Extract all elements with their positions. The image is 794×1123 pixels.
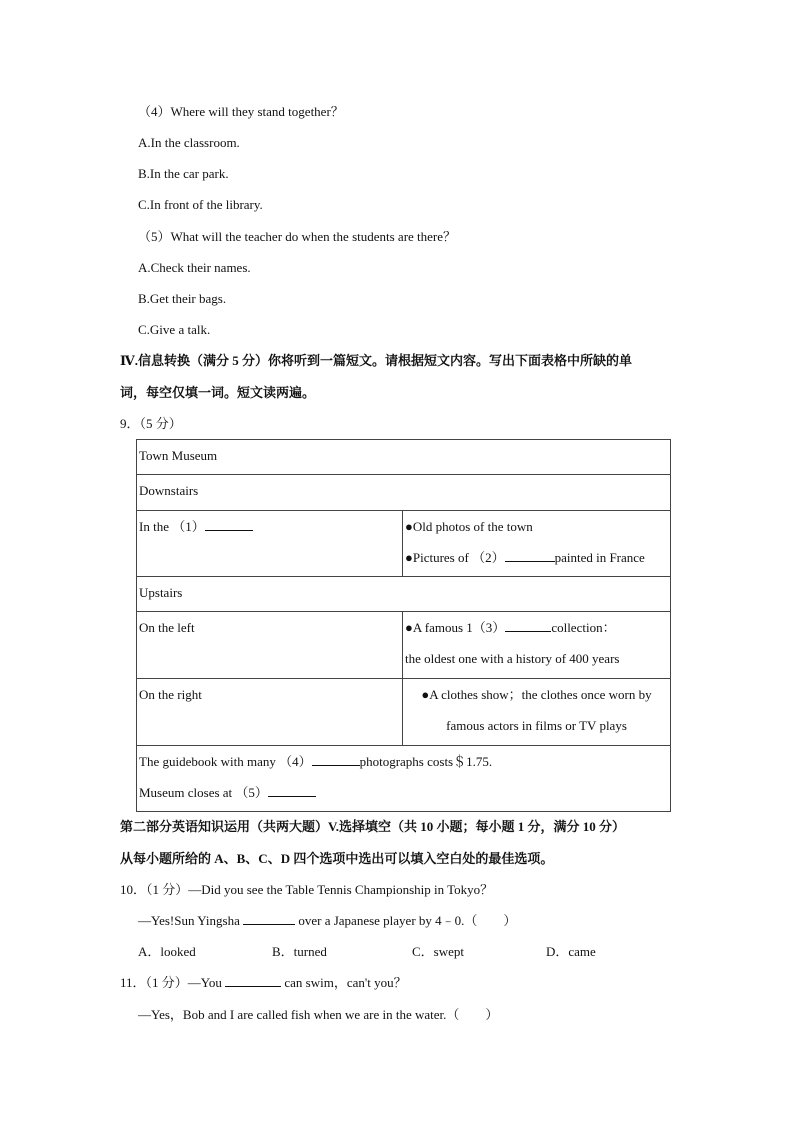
table-title-cell [137,440,671,475]
museum-info-table [136,439,671,812]
table-title: Town Museum [139,448,218,463]
q10-option-a: A．looked [138,944,196,959]
downstairs-heading: Downstairs [139,483,199,498]
q8-4-option-a: A.In the classroom. [138,135,240,150]
oldest-text: the oldest one with a history of 400 years [405,651,620,666]
q11-stem-end: can swim，can't you？ [284,975,407,990]
q8-4-option-c: C.In front of the library. [138,197,263,212]
pictures-of-label: Pictures of （2） [412,550,505,565]
blank-5[interactable] [268,784,316,797]
blank-2[interactable] [505,549,555,562]
q10-option-d: D．came [546,944,596,959]
q10-stem: 10．（1 分）—Did you see the Table Tennis Championship in Tokyo？ [120,882,494,897]
q11-stem [120,974,407,992]
closes-label: Museum closes at （5） [139,785,268,800]
q8-5-option-c: C.Give a talk. [138,322,211,337]
q10-reply [138,912,516,930]
on-left-label: On the left [139,620,195,635]
old-photos-text: Old photos of the town [412,519,533,534]
guidebook-label: The guidebook with many （4） [139,754,312,769]
section4-instruction-line2: 词，每空仅填一词。短文读两遍。 [120,385,316,400]
on-right-label: On the right [139,687,202,702]
painted-text: painted in France [554,550,645,565]
part2-heading-line1: 第二部分英语知识运用（共两大题）V.选择填空（共 10 小题；每小题 1 分，满分 10 分） [120,819,625,834]
collection-text: collection： [551,620,616,635]
bullet-icon: ● [421,687,430,702]
famous-label: A famous 1（3） [412,620,506,635]
q10-reply-end: over a Japanese player by 4﹣0.（ ） [298,913,517,928]
blank-3[interactable] [505,619,551,632]
q10-option-b: B．turned [272,944,327,959]
q8-5-option-a: A.Check their names. [138,260,251,275]
q11-reply: —Yes，Bob and I are called fish when we are in the water.（ ） [138,1007,499,1022]
bullet-icon: ● [405,519,413,534]
blank-1[interactable] [205,518,253,531]
part2-heading-line2: 从每小题所给的 A、B、C、D 四个选项中选出可以填入空白处的最佳选项。 [120,851,554,866]
q9-number: 9．（5 分） [120,416,182,431]
section4-instruction-line1: Ⅳ.信息转换（满分 5 分）你将听到一篇短文。请根据短文内容。写出下面表格中所缺的单 [120,353,633,368]
upstairs-heading: Upstairs [139,585,183,600]
famous-actors-text: famous actors in films or TV plays [446,718,627,733]
q11-stem-start: 11．（1 分）—You [120,975,222,990]
q8-5-stem: （5）What will the teacher do when the students are there？ [138,229,457,244]
blank-4[interactable] [312,753,360,766]
q8-4-stem: （4）Where will they stand together？ [138,104,344,119]
bullet-icon: ● [405,620,413,635]
q8-5-option-b: B.Get their bags. [138,291,227,306]
bullet-icon: ● [405,550,413,565]
in-the-label: In the （1） [139,519,205,534]
q10-blank[interactable] [243,912,295,925]
q11-blank[interactable] [225,974,281,987]
q8-4-option-b: B.In the car park. [138,166,229,181]
q10-reply-start: —Yes!Sun Yingsha [138,913,240,928]
q10-option-c: C．swept [412,944,465,959]
clothes-show-text: A clothes show；the clothes once worn by [429,687,652,702]
guidebook-price-text: photographs costs＄1.75. [359,754,493,769]
